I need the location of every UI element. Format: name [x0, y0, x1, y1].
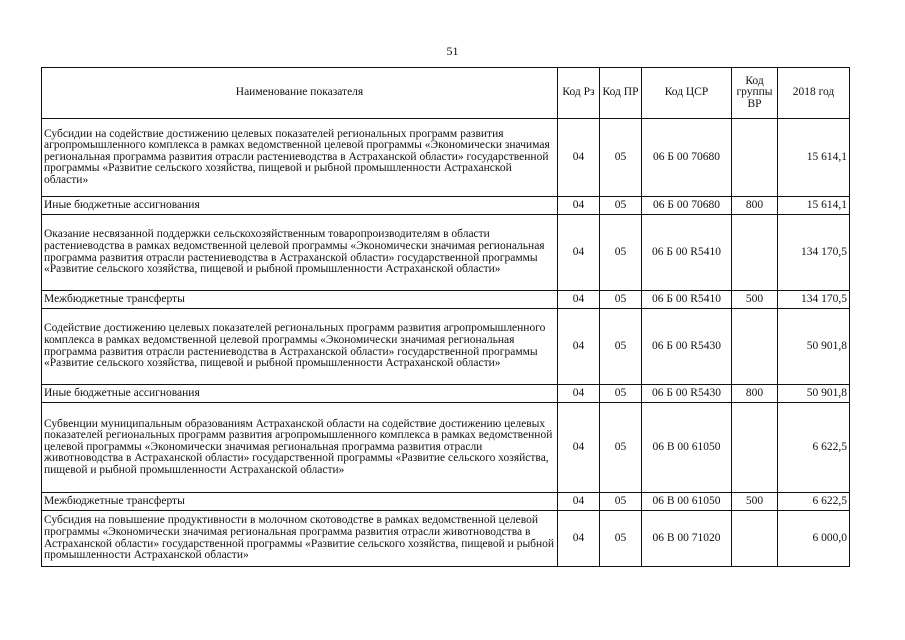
row-vr-code — [732, 215, 778, 291]
row-csr-code: 06 В 00 71020 — [642, 511, 732, 567]
row-vr-code: 800 — [732, 197, 778, 215]
row-pr-code: 05 — [600, 215, 642, 291]
row-rz-code: 04 — [558, 403, 600, 493]
row-name: Межбюджетные трансферты — [42, 291, 558, 309]
row-pr-code: 05 — [600, 403, 642, 493]
row-csr-code: 06 Б 00 R5430 — [642, 309, 732, 385]
row-name: Оказание несвязанной поддержки сельскохозяйственным товаропроизводителям в области растениеводства в рамках ведомственной целевой программы «Экономически значимая региональная программа развития отрасли растениеводства в Астраханской области» государственной программы «Развитие сельского хозяйства, пищевой и рыбной промышленности Астраханской области» — [42, 215, 558, 291]
row-amount: 134 170,5 — [778, 215, 850, 291]
table-row — [42, 119, 850, 197]
header-amount: 2018 год — [778, 68, 850, 119]
table-row — [42, 291, 850, 309]
row-rz-code: 04 — [558, 119, 600, 197]
table-row — [42, 493, 850, 511]
row-vr-code — [732, 309, 778, 385]
header-row — [42, 68, 850, 119]
row-pr-code: 05 — [600, 493, 642, 511]
header-vr: Код группы ВР — [732, 68, 778, 119]
table-row — [42, 197, 850, 215]
row-vr-code: 800 — [732, 385, 778, 403]
table-row — [42, 385, 850, 403]
budget-table — [41, 67, 850, 567]
row-name: Субсидии на содействие достижению целевых показателей региональных программ развития агропромышленного комплекса в рамках ведомственной целевой программы «Экономически значимая региональная программа развития отрасли растениеводства в Астраханской области» государственной программы «Развитие сельского хозяйства, пищевой и рыбной промышленности Астраханской области» — [42, 119, 558, 197]
row-amount: 50 901,8 — [778, 385, 850, 403]
row-csr-code: 06 Б 00 R5410 — [642, 291, 732, 309]
row-pr-code: 05 — [600, 309, 642, 385]
row-pr-code: 05 — [600, 385, 642, 403]
header-rz: Код Рз — [558, 68, 600, 119]
row-csr-code: 06 Б 00 70680 — [642, 119, 732, 197]
row-amount: 134 170,5 — [778, 291, 850, 309]
row-name: Субсидия на повышение продуктивности в молочном скотоводстве в рамках ведомственной целевой программы «Экономически значимая региональная программа развития отрасли животноводства в Астраханской области» государственной программы «Развитие сельского хозяйства, пищевой и рыбной промышленности Астраханской области» — [42, 511, 558, 567]
row-rz-code: 04 — [558, 197, 600, 215]
row-amount: 15 614,1 — [778, 119, 850, 197]
header-csr: Код ЦСР — [642, 68, 732, 119]
row-amount: 6 000,0 — [778, 511, 850, 567]
row-rz-code: 04 — [558, 291, 600, 309]
row-csr-code: 06 В 00 61050 — [642, 403, 732, 493]
row-csr-code: 06 Б 00 R5430 — [642, 385, 732, 403]
table-row — [42, 215, 850, 291]
row-amount: 6 622,5 — [778, 493, 850, 511]
row-amount: 15 614,1 — [778, 197, 850, 215]
row-rz-code: 04 — [558, 215, 600, 291]
row-name: Субвенции муниципальным образованиям Астраханской области на содействие достижению целевых показателей региональных программ развития агропромышленного комплекса в рамках ведомственной целевой программы «Экономически значимая региональная программа развития отрасли животноводства в Астраханской области» государственной программы «Развитие сельского хозяйства, пищевой и рыбной промышленности Астраханской области» — [42, 403, 558, 493]
table-body — [42, 119, 850, 567]
row-pr-code: 05 — [600, 197, 642, 215]
row-csr-code: 06 В 00 61050 — [642, 493, 732, 511]
row-vr-code: 500 — [732, 493, 778, 511]
row-name: Иные бюджетные ассигнования — [42, 385, 558, 403]
row-pr-code: 05 — [600, 119, 642, 197]
row-vr-code: 500 — [732, 291, 778, 309]
row-vr-code — [732, 511, 778, 567]
table-row — [42, 403, 850, 493]
table-row — [42, 511, 850, 567]
row-rz-code: 04 — [558, 385, 600, 403]
row-name: Межбюджетные трансферты — [42, 493, 558, 511]
row-rz-code: 04 — [558, 511, 600, 567]
row-vr-code — [732, 403, 778, 493]
row-amount: 6 622,5 — [778, 403, 850, 493]
row-csr-code: 06 Б 00 R5410 — [642, 215, 732, 291]
row-name: Иные бюджетные ассигнования — [42, 197, 558, 215]
header-name: Наименование показателя — [42, 68, 558, 119]
header-pr: Код ПР — [600, 68, 642, 119]
page-number: 51 — [446, 44, 459, 58]
row-csr-code: 06 Б 00 70680 — [642, 197, 732, 215]
row-amount: 50 901,8 — [778, 309, 850, 385]
table-row — [42, 309, 850, 385]
row-name: Содействие достижению целевых показателей региональных программ развития агропромышленного комплекса в рамках ведомственной целевой программы «Экономически значимая региональная программа развития отрасли растениеводства в Астраханской области» государственной программы «Развитие сельского хозяйства, пищевой и рыбной промышленности Астраханской области» — [42, 309, 558, 385]
row-pr-code: 05 — [600, 511, 642, 567]
row-rz-code: 04 — [558, 309, 600, 385]
row-vr-code — [732, 119, 778, 197]
row-rz-code: 04 — [558, 493, 600, 511]
row-pr-code: 05 — [600, 291, 642, 309]
